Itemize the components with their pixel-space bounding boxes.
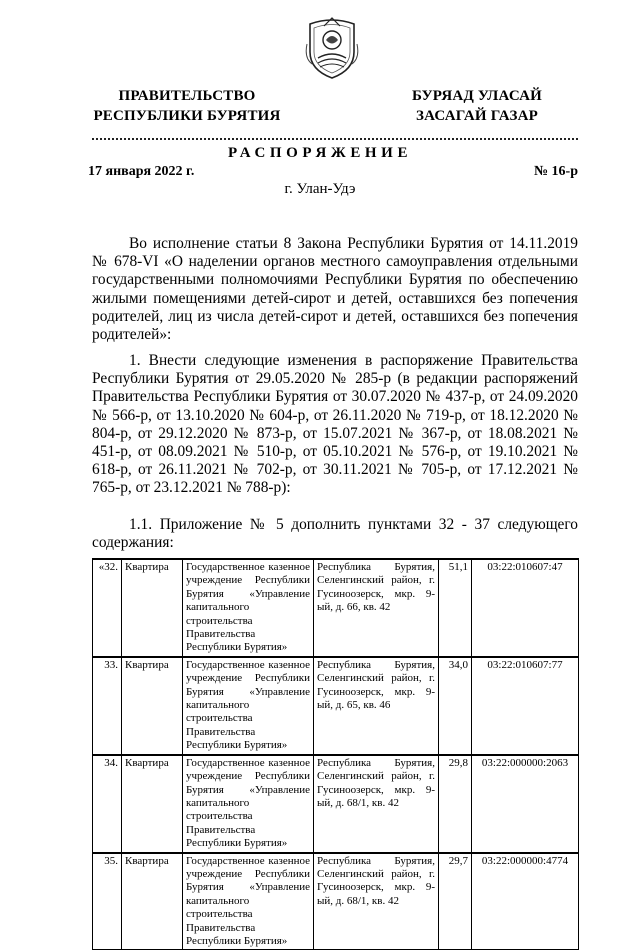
document-city: г. Улан-Удэ [284, 181, 356, 197]
object-type: Квартира [122, 559, 183, 657]
document-number: № 16-р [533, 164, 578, 179]
cadastral-number: 03:22:000000:4774 [472, 853, 579, 950]
coat-of-arms-emblem [304, 14, 360, 80]
cadastral-number: 03:22:000000:2063 [472, 755, 579, 853]
document-title: РАСПОРЯЖЕНИЕ [227, 145, 413, 161]
document-date: 17 января 2022 г. [88, 164, 195, 179]
cadastral-number: 03:22:010607:77 [472, 657, 579, 755]
government-name-buryat-line-1: БУРЯАД УЛАСАЙ [411, 88, 543, 104]
government-name-line-1: ПРАВИТЕЛЬСТВО [118, 88, 256, 104]
owner: Государственное казенное учреждение Республики Бурятия «Управление капитального строительства Правительства Республики Бурятия» [183, 559, 314, 657]
clause-1-1-paragraph: 1.1. Приложение № 5 дополнить пунктами 32 - 37 следующего содержания: [92, 516, 578, 552]
government-name-line-2: РЕСПУБЛИКИ БУРЯТИЯ [93, 108, 281, 124]
owner: Государственное казенное учреждение Республики Бурятия «Управление капитального строительства Правительства Республики Бурятия» [183, 657, 314, 755]
object-type: Квартира [122, 755, 183, 853]
clause-1-paragraph: 1. Внести следующие изменения в распоряжение Правительства Республики Бурятия от 29.05.2020 № 285-р (в редакции распоряжений Правительства Республики Бурятия от 30.07.2020 № 437-р, от 24.09.2020 № 566-р, от 13.10.2020 № 604-р, от 26.11.2020 № 719-р, от 18.12.2020 № 804-р, от 29.12.2020 № 873-р, от 15.07.2021 № 367-р, от 18.08.2021 № 451-р, от 08.09.2021 № 510-р, от 05.10.2021 № 576-р, от 19.10.2021 № 618-р, от 26.11.2021 № 702-р, от 30.11.2021 № 705-р, от 17.12.2021 № 765-р, от 23.12.2021 № 788-р): [92, 352, 578, 497]
government-name-buryat-line-2: ЗАСАГАЙ ГАЗАР [416, 108, 538, 124]
row-number: 33. [93, 657, 122, 755]
address: Республика Бурятия, Селенгинский район, г. Гусиноозерск, мкр. 9-ый, д. 68/1, кв. 42 [314, 755, 439, 853]
table-row [93, 559, 579, 657]
address: Республика Бурятия, Селенгинский район, г. Гусиноозерск, мкр. 9-ый, д. 65, кв. 46 [314, 657, 439, 755]
area: 51,1 [439, 559, 472, 657]
government-name-buryat [404, 86, 550, 126]
row-number: 35. [93, 853, 122, 950]
row-number: «32. [93, 559, 122, 657]
area: 29,7 [439, 853, 472, 950]
owner: Государственное казенное учреждение Республики Бурятия «Управление капитального строительства Правительства Республики Бурятия» [183, 853, 314, 950]
address: Республика Бурятия, Селенгинский район, г. Гусиноозерск, мкр. 9-ый, д. 66, кв. 42 [314, 559, 439, 657]
object-type: Квартира [122, 657, 183, 755]
table-row [93, 853, 579, 950]
table-row [93, 657, 579, 755]
row-number: 34. [93, 755, 122, 853]
area: 34,0 [439, 657, 472, 755]
object-type: Квартира [122, 853, 183, 950]
owner: Государственное казенное учреждение Республики Бурятия «Управление капитального строительства Правительства Республики Бурятия» [183, 755, 314, 853]
header-divider [92, 138, 578, 140]
area: 29,8 [439, 755, 472, 853]
property-table [92, 558, 579, 950]
address: Республика Бурятия, Селенгинский район, г. Гусиноозерск, мкр. 9-ый, д. 68/1, кв. 42 [314, 853, 439, 950]
table-row [93, 755, 579, 853]
cadastral-number: 03:22:010607:47 [472, 559, 579, 657]
preamble-paragraph: Во исполнение статьи 8 Закона Республики Бурятия от 14.11.2019 № 678-VI «О наделении органов местного самоуправления отдельными государственными полномочиями Республики Бурятия по обеспечению жилыми помещениями детей-сирот и детей, оставшихся без попечения родителей, лиц из числа детей-сирот и детей, оставшихся без попечения родителей»: [92, 235, 578, 344]
government-name-russian [86, 86, 288, 126]
